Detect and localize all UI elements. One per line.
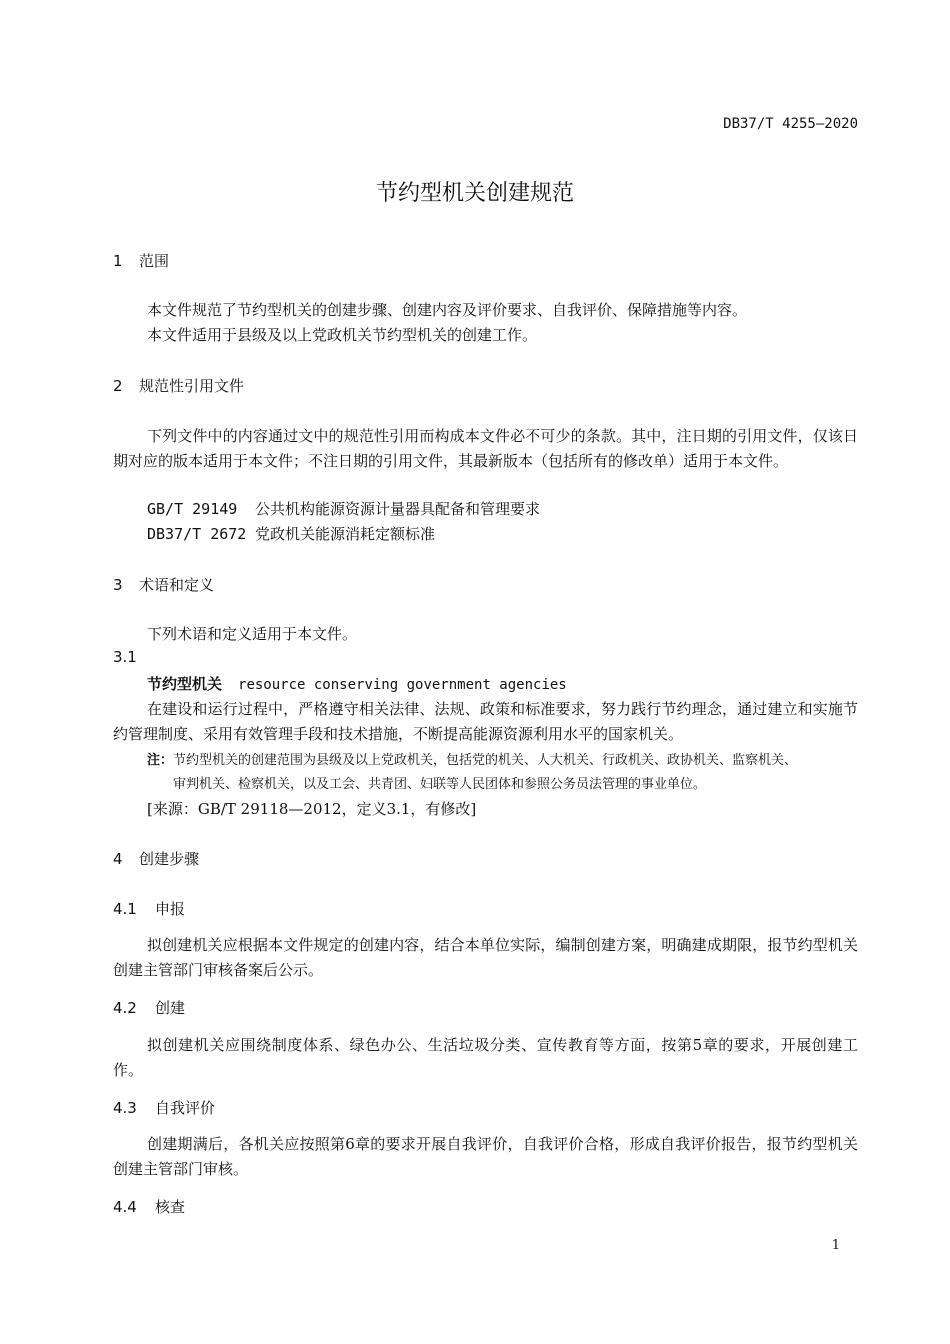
section-title: 规范性引用文件 xyxy=(139,377,245,395)
reference-code: DB37/T 2672 xyxy=(147,525,247,543)
reference-title: 党政机关能源消耗定额标准 xyxy=(255,525,436,543)
subsection-title: 自我评价 xyxy=(155,1099,216,1117)
subsection-title: 申报 xyxy=(155,900,186,918)
section-title: 术语和定义 xyxy=(139,576,215,594)
section-4-heading xyxy=(113,848,199,869)
section-number: 1 xyxy=(113,252,123,270)
subsection-title: 核查 xyxy=(155,1198,186,1216)
term-chinese: 节约型机关 xyxy=(147,675,223,693)
subsection-number: 4.2 xyxy=(113,999,137,1017)
section-title: 创建步骤 xyxy=(139,850,200,868)
note xyxy=(147,749,797,768)
term-definition: 在建设和运行过程中，严格遵守相关法律、法规、政策和标准要求，努力践行节约理念，通过建立和实施节约管理制度、采用有效管理手段和技术措施，不断提高能源资源利用水平的国家机关。 xyxy=(113,700,858,743)
section-3-heading xyxy=(113,574,214,595)
section-2-heading xyxy=(113,375,244,396)
paragraph: 本文件适用于县级及以上党政机关节约型机关的创建工作。 xyxy=(147,326,538,344)
section-number: 3 xyxy=(113,576,123,594)
note-text-line2: 审判机关、检察机关，以及工会、共青团、妇联等人民团体和参照公务员法管理的事业单位。 xyxy=(173,777,707,792)
subsection-4-3-heading xyxy=(113,1097,215,1118)
section-title: 范围 xyxy=(139,252,170,270)
paragraph: 拟创建机关应围绕制度体系、绿色办公、生活垃圾分类、宣传教育等方面，按第5章的要求，开展创建工作。 xyxy=(113,1036,858,1079)
paragraph: 本文件规范了节约型机关的创建步骤、创建内容及评价要求、自我评价、保障措施等内容。 xyxy=(147,301,748,319)
document-id: DB37/T 4255—2020 xyxy=(723,116,858,132)
subsection-4-4-heading xyxy=(113,1196,185,1217)
term-number: 3.1 xyxy=(113,648,137,666)
subsection-title: 创建 xyxy=(155,999,186,1017)
source-citation: [来源：GB/T 29118—2012，定义3.1，有修改] xyxy=(147,800,477,818)
reference-item xyxy=(147,498,540,519)
paragraph: 拟创建机关应根据本文件规定的创建内容，结合本单位实际，编制创建方案，明确建成期限，报节约型机关创建主管部门审核备案后公示。 xyxy=(113,936,858,979)
term-heading xyxy=(147,673,567,694)
reference-code: GB/T 29149 xyxy=(147,500,238,518)
section-number: 4 xyxy=(113,850,123,868)
subsection-number: 4.1 xyxy=(113,900,137,918)
note-text-line1: 节约型机关的创建范围为县级及以上党政机关，包括党的机关、人大机关、行政机关、政协机关、监察机关、 xyxy=(173,753,798,768)
subsection-4-2-heading xyxy=(113,997,185,1018)
note-label: 注： xyxy=(147,753,174,768)
reference-item xyxy=(147,523,435,544)
subsection-4-1-heading xyxy=(113,898,185,919)
document-title: 节约型机关创建规范 xyxy=(375,181,574,206)
section-1-heading xyxy=(113,250,169,271)
paragraph: 下列术语和定义适用于本文件。 xyxy=(147,625,358,643)
reference-title: 公共机构能源资源计量器具配备和管理要求 xyxy=(255,500,541,518)
paragraph: 下列文件中的内容通过文中的规范性引用而构成本文件必不可少的条款。其中，注日期的引用文件，仅该日期对应的版本适用于本文件；不注日期的引用文件，其最新版本（包括所有的修改单）适用于本文件。 xyxy=(113,427,858,470)
term-english: resource conserving government agencies xyxy=(238,677,567,693)
page-number: 1 xyxy=(831,1238,840,1253)
subsection-number: 4.3 xyxy=(113,1099,137,1117)
paragraph: 创建期满后，各机关应按照第6章的要求开展自我评价，自我评价合格，形成自我评价报告，报节约型机关创建主管部门审核。 xyxy=(113,1135,858,1178)
subsection-number: 4.4 xyxy=(113,1198,137,1216)
section-number: 2 xyxy=(113,377,123,395)
